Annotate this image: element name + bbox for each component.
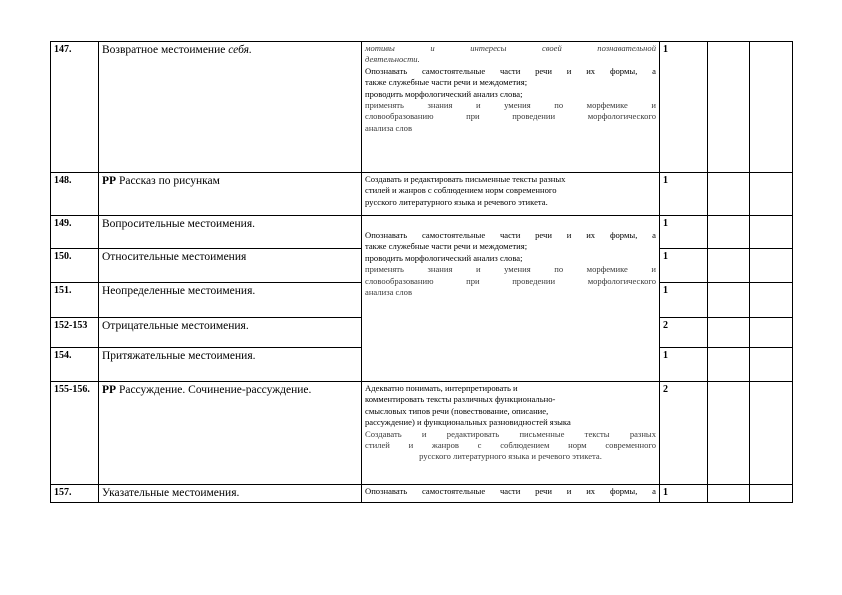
empty-cell [750,249,793,283]
lesson-plan-table [50,41,793,503]
outcome-line: также служебные части речи и междометия; [365,241,528,252]
lesson-topic: Относительные местоимения [99,249,362,283]
empty-cell [708,173,750,216]
speech-development-marker: РР [102,175,117,187]
outcome-line: русского литературного языка и речевого этикета. [365,196,548,207]
learning-outcomes [362,173,660,216]
lesson-topic: Притяжательные местоимения. [99,348,362,382]
empty-cell [708,348,750,382]
outcome-line: словообразованию при проведении морфологического [365,275,656,286]
outcome-line: деятельности. [365,54,420,65]
outcome-line: Создавать и редактировать письменные тексты разных [365,428,656,439]
outcome-line: рассуждение) и функциональных разновидностей языка [365,417,571,428]
lesson-number: 151. [51,283,99,318]
lesson-number: 155-156. [51,382,99,485]
table-row [51,382,793,485]
hours-count: 1 [660,348,708,382]
hours-count: 2 [660,382,708,485]
outcome-line: смысловых типов речи (повествование, описание, [365,405,549,416]
outcome-line: анализа слов [365,122,413,133]
empty-cell [708,485,750,503]
empty-cell [708,283,750,318]
topic-text: Возвратное местоимение [102,44,229,56]
outcome-line: словообразованию при проведении морфологического [365,111,656,122]
outcome-line: комментировать тексты различных функционально- [365,394,556,405]
empty-cell [708,216,750,249]
outcome-line: Опознавать самостоятельные части речи и их формы, а [365,486,656,496]
lesson-topic: Указательные местоимения. [99,485,362,503]
lesson-number: 149. [51,216,99,249]
lesson-number: 150. [51,249,99,283]
empty-cell [750,173,793,216]
empty-cell [750,216,793,249]
lesson-number: 147. [51,42,99,173]
hours-count: 1 [660,173,708,216]
outcome-line: применять знания и умения по морфемике и [365,264,656,275]
lesson-number: 148. [51,173,99,216]
hours-count: 1 [660,249,708,283]
lesson-topic [99,173,362,216]
table-row [51,216,793,249]
empty-cell [708,249,750,283]
lesson-number: 152-153 [51,318,99,348]
empty-cell [750,382,793,485]
empty-cell [708,382,750,485]
learning-outcomes [362,485,660,503]
hours-count: 2 [660,318,708,348]
hours-count: 1 [660,283,708,318]
outcome-line: проводить морфологический анализ слова; [365,252,523,263]
topic-text: Рассказ по рисункам [116,175,220,187]
table-row [51,485,793,503]
table-row [51,42,793,173]
empty-cell [708,42,750,173]
outcome-line: применять знания и умения по морфемике и [365,100,656,111]
outcome-line: мотивы и интересы своей познавательной [365,43,656,53]
speech-development-marker: РР [102,384,117,396]
empty-cell [750,283,793,318]
empty-cell [750,348,793,382]
lesson-topic: Отрицательные местоимения. [99,318,362,348]
hours-count: 1 [660,42,708,173]
outcome-line: Создавать и редактировать письменные тексты разных [365,174,566,184]
learning-outcomes [362,382,660,485]
outcome-line: стилей и жанров с соблюдением норм современного [365,440,656,451]
outcome-line: русского литературного языка и речевого этикета. [419,451,602,462]
hours-count: 1 [660,485,708,503]
table-row [51,173,793,216]
empty-cell [750,318,793,348]
outcome-line: проводить морфологический анализ слова; [365,88,523,99]
outcome-line: стилей и жанров с соблюдением норм современного [365,185,557,196]
hours-count: 1 [660,216,708,249]
empty-cell [750,42,793,173]
empty-cell [750,485,793,503]
learning-outcomes [362,42,660,173]
learning-outcomes-merged [362,216,660,382]
outcome-line: также служебные части речи и междометия; [365,77,528,88]
outcome-line: Опознавать самостоятельные части речи и их формы, а [365,230,656,240]
lesson-topic: Неопределенные местоимения. [99,283,362,318]
topic-italic-text: себя. [228,44,252,56]
lesson-topic [99,42,362,173]
lesson-number: 154. [51,348,99,382]
lesson-topic: Вопросительные местоимения. [99,216,362,249]
outcome-line: Опознавать самостоятельные части речи и их формы, а [365,65,656,76]
empty-cell [708,318,750,348]
topic-text: Рассуждение. Сочинение-рассуждение. [116,384,312,396]
lesson-number: 157. [51,485,99,503]
outcome-line: анализа слов [365,287,413,298]
outcome-line: Адекватно понимать, интерпретировать и [365,383,518,393]
lesson-topic [99,382,362,485]
